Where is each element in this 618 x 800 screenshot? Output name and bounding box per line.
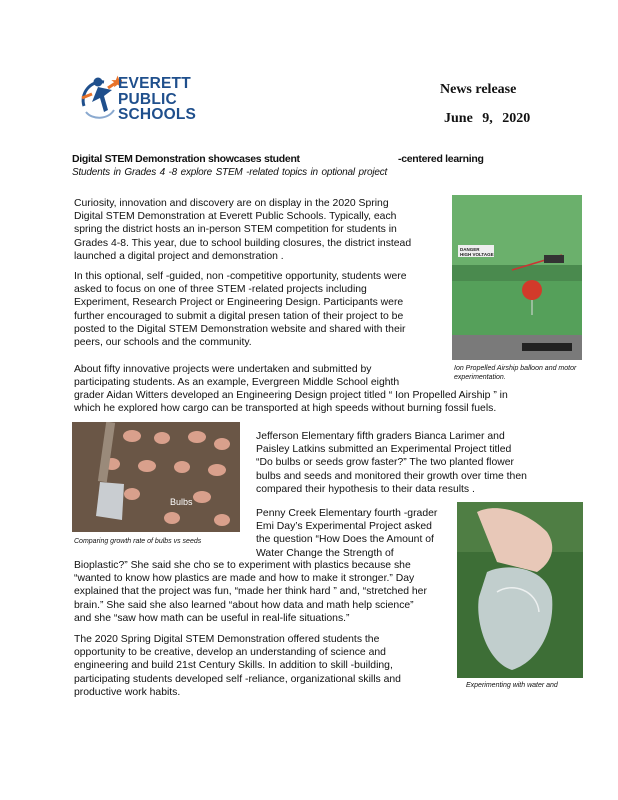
paragraph-conclusion: The 2020 Spring Digital STEM Demonstration offered students the opportunity to be creative, develop an understanding of science and engineering and build 21st Century Skills. In addition to skill -building, participating students developed self -reliance, organizational skills and productive work habits. (74, 634, 401, 698)
paragraph-bioplastic: Penny Creek Elementary fourth -grader Emi Day’s Experimental Project asked the question “How Does the Amount of Water Change the Strength of (256, 508, 438, 559)
paragraph-intro: Curiosity, innovation and discovery are on display in the 2020 Spring Digital STEM Demonstration at Everett Public Schools. Typically, each spring the district hosts an in-person STEM competition for students in Grades 4-8. This year, due to school building closures, the district instead launched a digital project and demonstration . (74, 198, 412, 262)
headline-part-1: Digital STEM Demonstration showcases student (72, 153, 300, 165)
district-logo (78, 72, 213, 128)
news-release-label: News release (440, 82, 517, 97)
high-voltage-text: HIGH VOLTAGE (460, 252, 494, 257)
danger-sign (460, 247, 494, 257)
airship-caption: Ion Propelled Airship balloon and motor experimentation. (454, 365, 577, 381)
bulbs-caption: Comparing growth rate of bulbs vs seeds (74, 538, 202, 545)
danger-sign-text: DANGER (460, 247, 480, 252)
paragraph-bulbs: Jefferson Elementary fifth graders Bianca Larimer and Paisley Latkins submitted an Experimental Project titled “Do bulbs or seeds grow faster?” The two planted flower bulbs and seeds and monitored their growth over time then compared their hypothesis to their data results . (256, 431, 527, 495)
paragraph-opportunity: In this optional, self -guided, non -competitive opportunity, students were asked to focus on one of three STEM -related projects including Experiment, Research Project or Engineering Design. Participants were further encouraged to submit a digital presen tation of their project to be posted to the Digital STEM Demonstration website and shared with their peers, our schools and the community. (74, 271, 407, 349)
logo-wordmark (118, 76, 196, 123)
bioplastic-photo (457, 502, 583, 678)
headline-part-2: -centered learning (398, 153, 484, 165)
subheadline: Students in Grades 4 -8 explore STEM -related topics in optional project (72, 167, 388, 178)
logo-line-3: SCHOOLS (118, 106, 197, 123)
airship-photo (452, 195, 582, 360)
bulbs-photo (72, 422, 240, 532)
logo-figure-icon (78, 72, 122, 124)
bulbs-label: Bulbs (170, 497, 193, 507)
logo-line-2: PUBLIC (118, 90, 177, 108)
bioplastic-caption: Experimenting with water and (466, 682, 558, 689)
paragraph-bioplastic-cont: Bioplastic?” She said she cho se to experiment with plastics because she “wanted to know how plastics are made and how to make it stronger.” Day explained that the project was fun, “made her think hard ” and, “stretched her brain.” She said she also learned “about how data and math help science” and she “saw how math can be useful in real-life situations.” (74, 560, 427, 624)
paragraph-projects: About fifty innovative projects were undertaken and submitted by participating students. As an example, Evergreen Middle School eighth (74, 364, 400, 389)
paragraph-projects-cont: grader Aidan Witters developed an Engineering Design project titled “ Ion Propelled Airship ” in which he explored how cargo can be transported at high speeds without burning fossil fuels. (74, 390, 508, 415)
release-date: June 9, 2020 (444, 111, 531, 126)
logo-line-1: EVERETT (118, 75, 191, 92)
